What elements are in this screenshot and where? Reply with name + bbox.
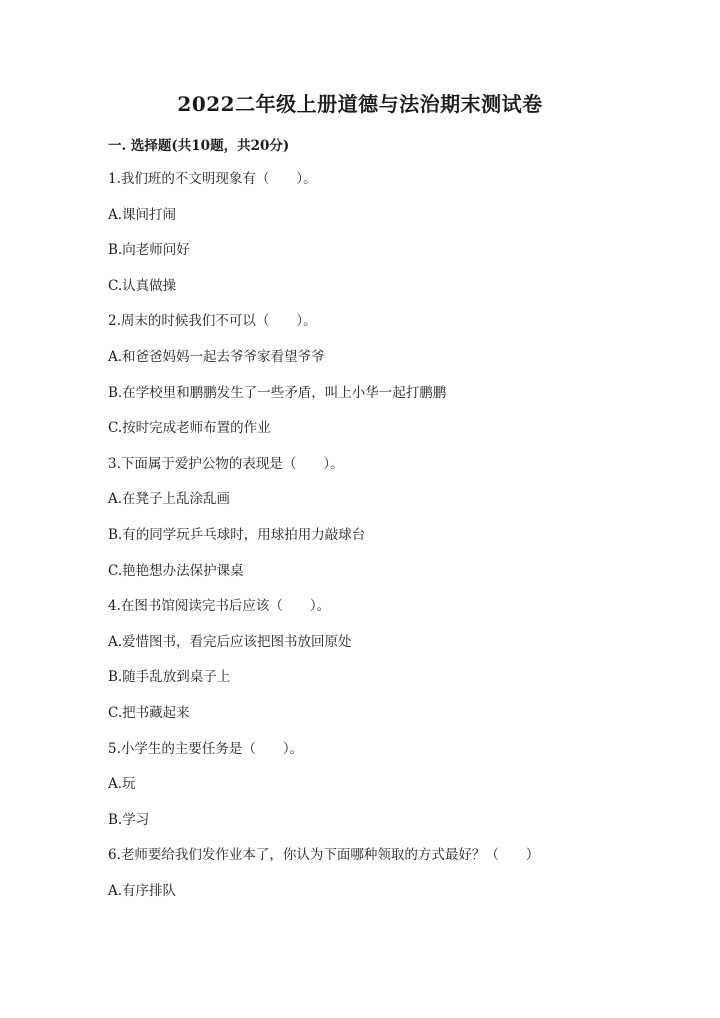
- question-1-option-a: A.课间打闹: [108, 206, 177, 223]
- question-2-option-b: B.在学校里和鹏鹏发生了一些矛盾，叫上小华一起打鹏鹏: [108, 384, 447, 401]
- question-6-stem: 6.老师要给我们发作业本了，你认为下面哪种领取的方式最好？（ ）: [108, 847, 540, 864]
- question-4-stem: 4.在图书馆阅读完书后应该（ ）。: [108, 598, 331, 615]
- question-2-option-c: C.按时完成老师布置的作业: [108, 420, 271, 437]
- question-1-stem: 1.我们班的不文明现象有（ ）。: [108, 171, 317, 187]
- question-4-option-a: A.爱惜图书，看完后应该把图书放回原处: [108, 633, 352, 650]
- question-3-stem: 3.下面属于爱护公物的表现是（ ）。: [108, 455, 344, 472]
- question-3-option-a: A.在凳子上乱涂乱画: [108, 491, 231, 508]
- question-4-option-c: C.把书藏起来: [108, 704, 190, 721]
- question-1-option-c: C.认真做操: [108, 277, 177, 294]
- question-2-option-a: A.和爸爸妈妈一起去爷爷家看望爷爷: [108, 348, 325, 365]
- question-5-stem: 5.小学生的主要任务是（ ）。: [108, 740, 304, 757]
- question-6-option-a: A.有序排队: [108, 882, 177, 899]
- question-2-stem: 2.周末的时候我们不可以（ ）。: [108, 313, 317, 330]
- section-heading: 一. 选择题(共10题，共20分): [108, 138, 290, 154]
- question-list: [108, 170, 628, 917]
- question-3-option-b: B.有的同学玩乒乓球时，用球拍用力敲球台: [108, 526, 366, 543]
- question-1-option-b: B.向老师问好: [108, 242, 190, 259]
- page-title: 2022二年级上册道德与法治期末测试卷: [177, 92, 543, 116]
- question-3-option-c: C.艳艳想办法保护课桌: [108, 562, 244, 579]
- question-5-option-b: B.学习: [108, 811, 150, 828]
- question-4-option-b: B.随手乱放到桌子上: [108, 669, 231, 686]
- question-5-option-a: A.玩: [108, 776, 136, 793]
